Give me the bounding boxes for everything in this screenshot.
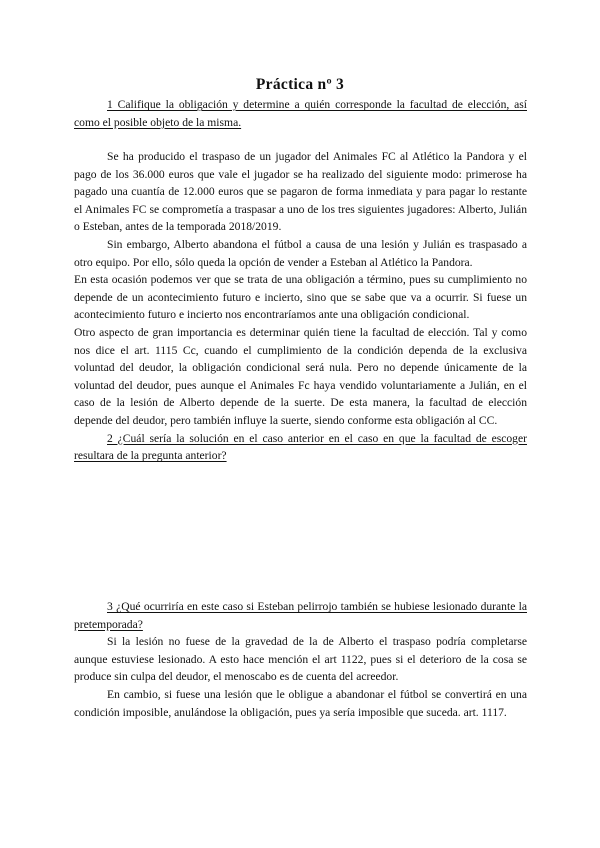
paragraph-1: Se ha producido el traspaso de un jugador del Animales FC al Atlético la Pandora y el pago de los 36.000 euros que vale el jugador se ha realizado del siguiente modo: primerose ha pagado una cuantía de 12.000 euros que se pagaron de forma inmediata y para pagar lo restante el Animales FC se comprometía a traspasar a uno de los tres siguientes jugadores: Alberto, Julián o Esteban, antes de la temporada 2018/2019.: [74, 150, 527, 234]
question-1: 1 Califique la obligación y determine a quién corresponde la facultad de elección, así como el posible objeto de la misma.: [74, 98, 527, 129]
paragraph-3: En esta ocasión podemos ver que se trata de una obligación a término, pues su cumplimiento no depende de un acontecimiento futuro e incierto, sino que se sabe que va a ocurrir. Si fuese un acontecimiento futuro e incierto nos encontraríamos ante una obligación condicional.: [74, 273, 527, 322]
paragraph-6: En cambio, si fuese una lesión que le obligue a abandonar el fútbol se convertirá en una condición imposible, anulándose la obligación, pues ya sería imposible que suceda. art. 1117.: [74, 687, 527, 719]
question-2: 2 ¿Cuál sería la solución en el caso anterior en el caso en que la facultad de escoger resultara de la pregunta anterior?: [74, 431, 527, 463]
paragraph-4: Otro aspecto de gran importancia es determinar quién tiene la facultad de elección. Tal y como nos dice el art. 1115 Cc, cuando el cumplimiento de la condición dependa de la exclusiva voluntad del deudor, la obligación condicional será nula. Pero no depende únicamente de la voluntad del deudor, pues aunque el Animales Fc haya vendido voluntariamente a Julián, en el caso de la lesión de Alberto depende de la suerte. De esta manera, la facultad de elección depende del deudor, pero también influye la suerte, siendo conforme esta obligación al CC.: [74, 325, 527, 427]
paragraph-2: Sin embargo, Alberto abandona el fútbol a causa de una lesión y Julián es traspasado a otro equipo. Por ello, sólo queda la opción de vender a Esteban al Atlético la Pandora.: [74, 237, 527, 269]
page-title: Práctica nº 3: [255, 76, 345, 93]
section-1-answer: [74, 148, 527, 465]
section-1: [74, 96, 527, 131]
question-3: 3 ¿Qué ocurriría en este caso si Esteban pelirrojo también se hubiese lesionado durante la pretemporada?: [74, 600, 527, 631]
section-3: [74, 598, 527, 721]
paragraph-5: Si la lesión no fuese de la gravedad de la de Alberto el traspaso podría completarse aunque estuviese lesionado. A esto hace mención el art 1122, pues si el deterioro de la cosa se produce sin culpa del deudor, el menoscabo es de cuenta del acreedor.: [74, 635, 527, 684]
